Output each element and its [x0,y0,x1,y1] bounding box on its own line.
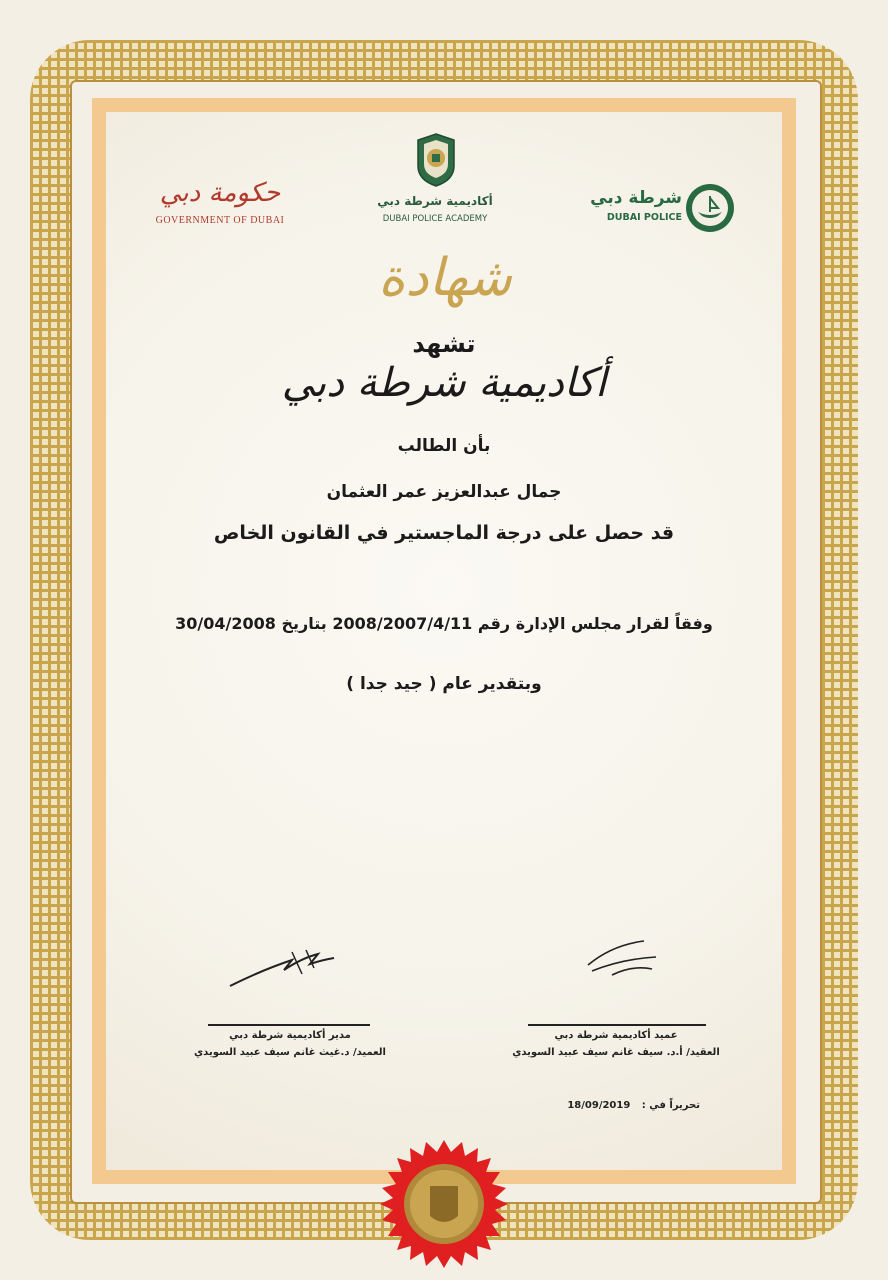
government-of-dubai-logo-english: GOVERNMENT OF DUBAI [155,215,285,226]
academy-emblem-icon [414,132,458,188]
certificate-title: شهادة [378,248,512,308]
dubai-police-logo-english: DUBAI POLICE [606,212,682,223]
student-name: جمال عبدالعزيز عمر العثمان [326,482,562,502]
right-handwritten-signature [582,935,662,979]
academy-logo-arabic: أكاديمية شرطة دبي [377,194,493,208]
issue-date-label: تحريراً في : [641,1100,700,1111]
issue-date-value: 18/09/2019 [567,1100,631,1111]
attests-text: تشهد [412,330,476,358]
gold-seal-icon [378,1138,510,1270]
degree-statement: قد حصل على درجة الماجستير في القانون الخاص [213,522,675,544]
dubai-police-emblem-icon [684,182,736,234]
left-signatory-name: العميد/ د.غيث غانم سيف عبيد السويدي [194,1047,386,1058]
right-signatory-title: عميد أكاديمية شرطة دبي [554,1030,678,1041]
left-signature-line [208,1024,370,1026]
issue-date-line [540,1100,700,1111]
government-of-dubai-logo-arabic: حكومة دبي [159,178,281,208]
academy-logo-english: DUBAI POLICE ACADEMY [382,214,488,224]
dubai-police-logo-arabic: شرطة دبي [590,188,682,208]
left-handwritten-signature [222,940,342,990]
right-signature-line [528,1024,706,1026]
academy-calligraphy: أكاديمية شرطة دبي [281,360,607,406]
board-decision: وفقاً لقرار مجلس الإدارة رقم 2008/2007/4/11 بتاريخ 30/04/2008 [175,614,713,633]
right-signatory-name: العقيد/ أ.د. سيف غانم سيف عبيد السويدي [512,1047,720,1058]
left-signatory-title: مدير أكاديمية شرطة دبي [229,1030,351,1041]
overall-grade: وبتقدير عام ( جيد جدا ) [346,674,542,694]
student-intro: بأن الطالب [397,436,491,456]
